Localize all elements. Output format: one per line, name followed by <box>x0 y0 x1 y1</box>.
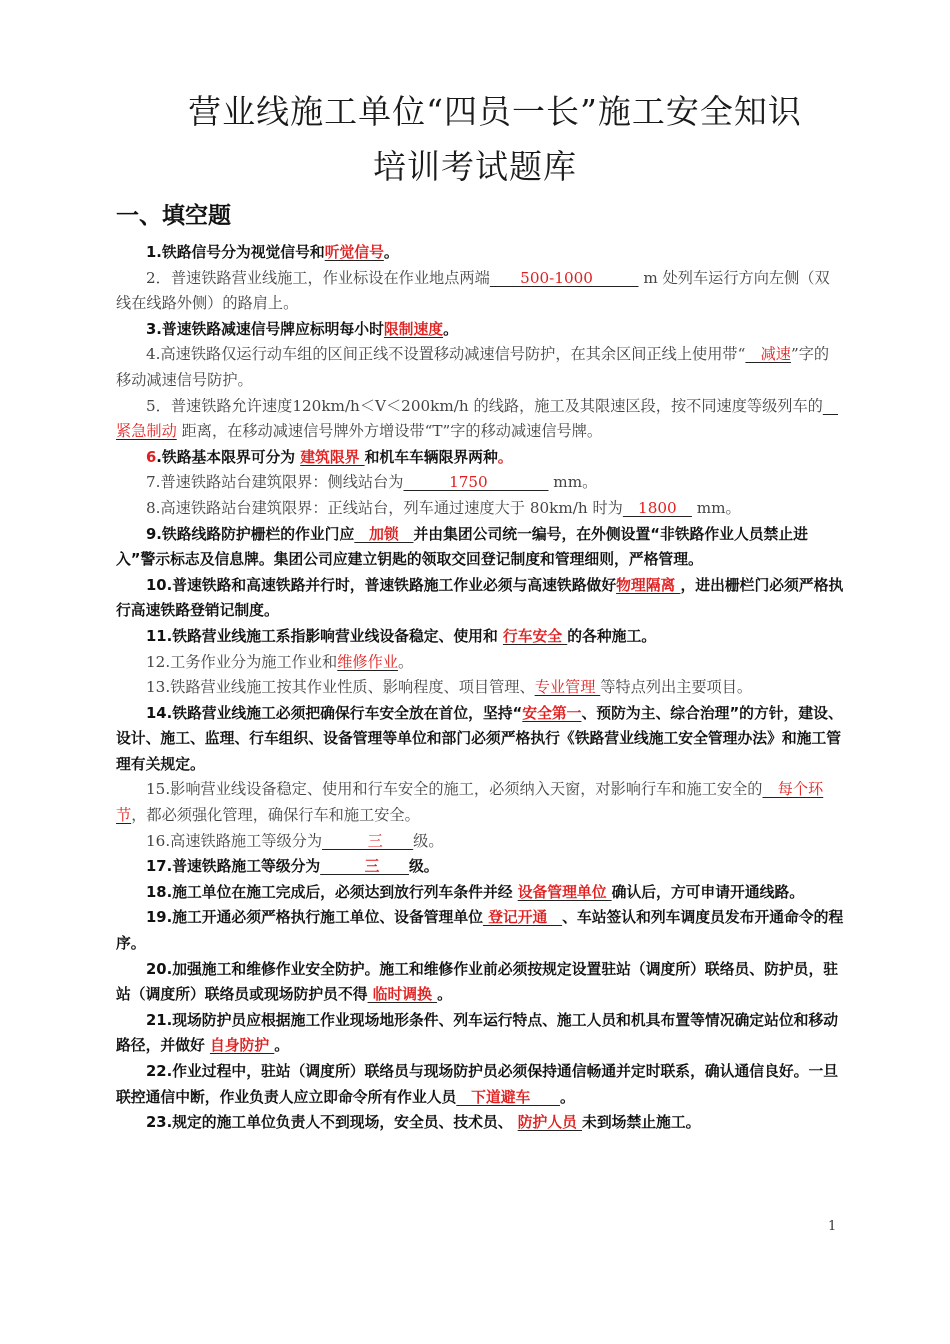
answer-blank: 建筑限界 <box>300 448 365 466</box>
question-item <box>116 905 844 956</box>
question-item <box>116 522 844 573</box>
question-text: 的各种施工。 <box>567 627 657 645</box>
question-text: mm。 <box>691 498 741 517</box>
question-text: 。 <box>559 1088 575 1106</box>
question-item <box>116 957 844 1008</box>
question-text: 12.工务作业分为施工作业和 <box>146 652 338 671</box>
answer-blank: 限制速度 <box>383 320 444 338</box>
document-title-line2: 培训考试题库 <box>373 147 577 186</box>
question-text: 15.影响营业线设备稳定、使用和行车安全的施工，必须纳入天窗，对影响行车和施工安全的 <box>146 780 763 799</box>
question-item <box>116 496 844 522</box>
answer-blank: 下道避车 <box>456 1088 560 1106</box>
question-text: 级。 <box>408 858 439 876</box>
question-item <box>116 777 844 828</box>
question-text: 21.现场防护员应根据施工作业现场地形条件、列车运行特点、施工人员和机具布置等情况确定站位和移动路径，并做好 <box>116 1011 839 1055</box>
question-item <box>116 650 844 676</box>
question-text: mm。 <box>548 473 598 492</box>
question-text: 未到场禁止施工。 <box>582 1114 701 1132</box>
answer-blank: 维修作业 <box>337 652 398 671</box>
question-text: 等特点列出主要项目。 <box>600 678 753 697</box>
question-item <box>116 394 844 445</box>
question-text: 10.普速铁路和高速铁路并行时，普速铁路施工作业必须与高速铁路做好 <box>146 576 617 594</box>
answer-blank: 500-1000 <box>489 268 639 287</box>
question-item <box>116 1008 844 1059</box>
question-text: 确认后，方可申请开通线路。 <box>611 883 805 901</box>
question-text: 16.高速铁路施工等级分为 <box>146 831 323 850</box>
answer-blank: 减速 <box>745 345 791 364</box>
question-number: 。 <box>497 448 513 466</box>
page-number: 1 <box>828 1219 837 1234</box>
question-text: 20.加强施工和维修作业安全防护。施工和维修作业前必须按规定设置驻站（调度所）联络员、防护员，驻站（调度所）联络员或现场防护员不得 <box>116 960 839 1004</box>
answer-blank: 每个环节 <box>116 780 824 825</box>
question-text: 8.高速铁路站台建筑限界：正线站台，列车通过速度大于 80km/h 时为 <box>146 498 623 517</box>
question-number: 6 <box>146 448 157 466</box>
answer-blank: 1800 <box>622 498 692 517</box>
document-title-line1: 营业线施工单位“四员一长”施工安全知识 <box>188 92 802 131</box>
question-item <box>116 701 844 778</box>
answer-blank: 设备管理单位 <box>517 883 612 901</box>
question-item <box>116 445 844 471</box>
question-text: 和机车车辆限界两种 <box>364 448 498 466</box>
question-item <box>116 854 844 880</box>
answer-blank: 紧急制动 <box>116 396 839 441</box>
question-text: 13.铁路营业线施工按其作业性质、影响程度、项目管理、 <box>146 678 535 697</box>
question-item <box>116 880 844 906</box>
question-item <box>116 470 844 496</box>
question-text: 级。 <box>413 831 444 850</box>
question-text: ，进出栅栏门必须严格执行高速铁路登销记制度。 <box>116 576 844 620</box>
question-text: m 处列车运行方向左侧（双线在线路外侧）的路肩上。 <box>116 268 830 313</box>
answer-blank: 自身防护 <box>209 1037 275 1055</box>
question-text: 。 <box>437 986 452 1004</box>
question-text: 2．普速铁路营业线施工，作业标设在作业地点两端 <box>146 268 490 287</box>
question-item <box>116 1110 844 1136</box>
question-text: 。 <box>443 320 458 338</box>
question-item <box>116 317 844 343</box>
question-text: 。 <box>274 1037 290 1055</box>
question-text: 、预防为主、综合治理”的方针，建设、设计、施工、监理、行车组织、设备管理等单位和部门必须严格执行《铁路营业线施工安全管理办法》和施工管理有关规定。 <box>116 704 843 773</box>
question-item <box>116 624 844 650</box>
question-text: 14.铁路营业线施工必须把确保行车安全放在首位，坚持“ <box>146 704 523 722</box>
answer-blank: 临时调换 <box>367 986 438 1004</box>
question-text: 距离，在移动减速信号牌外方增设带“T”字的移动减速信号牌。 <box>176 422 603 441</box>
answer-blank: 1750 <box>403 473 549 492</box>
section-heading: 一、填空题 <box>116 203 231 229</box>
question-text: 4.高速铁路仅运行动车组的区间正线不设置移动减速信号防护，在其余区间正线上使用带“ <box>146 345 746 364</box>
answer-blank: 登记开通 <box>482 909 563 927</box>
question-text: 。 <box>397 652 414 671</box>
question-item <box>116 675 844 701</box>
question-item <box>116 266 844 317</box>
answer-blank: 行车安全 <box>502 627 568 645</box>
question-item <box>116 342 844 393</box>
answer-blank: 防护人员 <box>517 1114 583 1132</box>
question-text: 。 <box>383 244 399 261</box>
question-text: 18.施工单位在施工完成后，必须达到放行列车条件并经 <box>146 883 518 901</box>
question-text: 3.普速铁路减速信号牌应标明每小时 <box>146 320 384 338</box>
question-text: ，都必须强化管理，确保行车和施工安全。 <box>131 806 420 825</box>
question-item <box>116 829 844 855</box>
answer-blank: 专业管理 <box>534 678 601 697</box>
question-text: 22.作业过程中，驻站（调度所）联络员与现场防护员必须保持通信畅通并定时联系，确认通信良好。一旦联控通信中断，作业负责人应立即命令所有作业人员 <box>116 1063 839 1106</box>
question-text: 11.铁路营业线施工系指影响营业线设备稳定、使用和 <box>146 627 503 645</box>
question-text: 7.普速铁路站台建筑限界：侧线站台为 <box>146 473 404 492</box>
question-list <box>116 240 844 1136</box>
question-text: ”字的移动减速信号防护。 <box>116 345 830 389</box>
question-text: 9.铁路线路防护栅栏的作业门应 <box>146 525 355 543</box>
answer-blank: 安全第一 <box>522 704 582 722</box>
question-text: 5．普速铁路允许速度120km/h＜V＜200km/h 的线路，施工及其限速区段，按不同速度等级列车的 <box>146 396 823 415</box>
question-item <box>116 1059 844 1110</box>
question-item <box>116 573 844 624</box>
answer-blank: 听觉信号 <box>324 244 384 261</box>
question-text: 、车站签认和列车调度员发布开通命令的程序。 <box>116 909 844 953</box>
question-text: 1.铁路信号分为视觉信号和 <box>146 244 325 261</box>
answer-blank: 物理隔离 <box>616 576 681 594</box>
answer-blank: 三 <box>322 831 414 850</box>
question-text: 17.普速铁路施工等级分为 <box>146 858 321 876</box>
question-item <box>116 240 844 266</box>
answer-blank: 三 <box>320 858 409 876</box>
question-text: 19.施工开通必须严格执行施工单位、设备管理单位 <box>146 909 483 927</box>
question-text: 23.规定的施工单位负责人不到现场，安全员、技术员、 <box>146 1114 518 1132</box>
answer-blank: 加锁 <box>354 525 414 543</box>
question-text: .铁路基本限界可分为 <box>156 448 301 466</box>
question-text: 并由集团公司统一编号，在外侧设置“非铁路作业人员禁止进入”警示标志及信息牌。集团公司应建立钥匙的领取交回登记制度和管理细则，严格管理。 <box>116 525 808 569</box>
